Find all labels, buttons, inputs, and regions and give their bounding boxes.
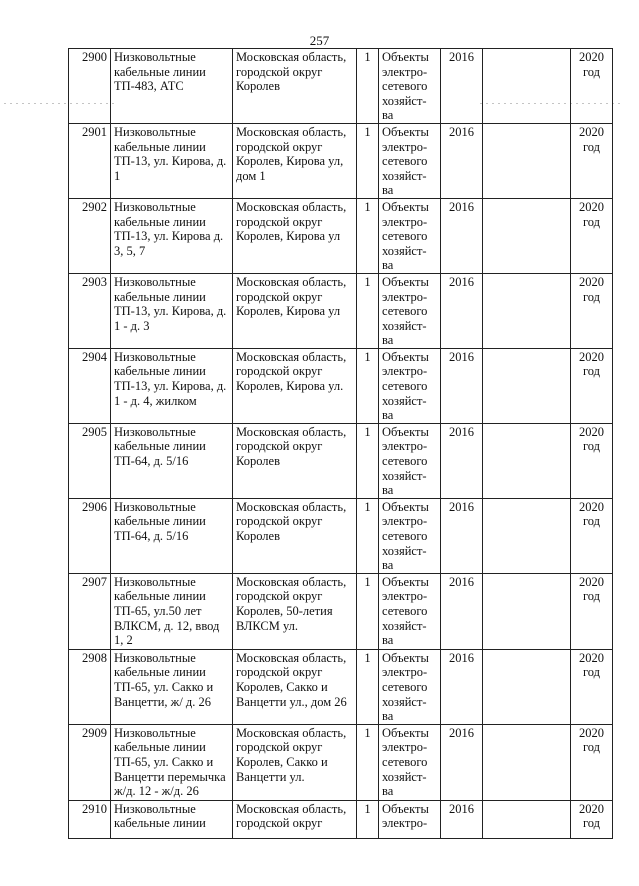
object-quantity: 1 — [357, 573, 379, 649]
object-year: 2016 — [441, 49, 483, 124]
row-number: 2901 — [69, 123, 111, 198]
table-row — [69, 123, 613, 198]
row-number: 2906 — [69, 498, 111, 573]
empty-cell — [483, 724, 571, 800]
table-row — [69, 273, 613, 348]
object-year: 2016 — [441, 423, 483, 498]
deadline — [571, 348, 613, 423]
deadline-text: 2020 год — [579, 424, 604, 454]
table-row — [69, 423, 613, 498]
deadline — [571, 724, 613, 800]
object-quantity: 1 — [357, 273, 379, 348]
table-row — [69, 800, 613, 838]
row-number: 2910 — [69, 800, 111, 838]
object-name: Низковольтные кабельные линии ТП-13, ул. Кирова д. 3, 5, 7 — [111, 198, 233, 273]
row-number: 2908 — [69, 649, 111, 724]
object-quantity: 1 — [357, 348, 379, 423]
deadline — [571, 573, 613, 649]
deadline-text: 2020 год — [579, 499, 604, 529]
row-number: 2905 — [69, 423, 111, 498]
object-name: Низковольтные кабельные линии ТП-65, ул. Сакко и Ванцетти, ж/ д. 26 — [111, 649, 233, 724]
object-address: Московская область, городской округ Королев, Кирова ул — [233, 198, 357, 273]
object-type: Объекты электро- — [379, 800, 441, 838]
deadline — [571, 273, 613, 348]
object-address: Московская область, городской округ Королев — [233, 49, 357, 124]
register-table — [68, 48, 613, 839]
empty-cell — [483, 123, 571, 198]
object-name: Низковольтные кабельные линии ТП-64, д. 5/16 — [111, 423, 233, 498]
object-address: Московская область, городской округ — [233, 800, 357, 838]
object-year: 2016 — [441, 573, 483, 649]
deadline-text: 2020 год — [579, 349, 604, 379]
object-quantity: 1 — [357, 800, 379, 838]
table-row — [69, 498, 613, 573]
page-number: 257 — [309, 33, 330, 48]
deadline-text: 2020 год — [579, 574, 604, 604]
object-year: 2016 — [441, 123, 483, 198]
deadline-text: 2020 год — [579, 801, 604, 831]
table-row — [69, 724, 613, 800]
object-quantity: 1 — [357, 724, 379, 800]
deadline — [571, 423, 613, 498]
deadline — [571, 198, 613, 273]
object-type: Объекты электро-сетевого хозяйст-ва — [379, 49, 441, 124]
object-year: 2016 — [441, 649, 483, 724]
table-row — [69, 573, 613, 649]
table-row — [69, 649, 613, 724]
row-number: 2902 — [69, 198, 111, 273]
table-row — [69, 49, 613, 124]
object-year: 2016 — [441, 498, 483, 573]
object-address: Московская область, городской округ Королев, Сакко и Ванцетти ул. — [233, 724, 357, 800]
object-type: Объекты электро-сетевого хозяйст-ва — [379, 348, 441, 423]
deadline-text: 2020 год — [579, 650, 604, 680]
row-number: 2907 — [69, 573, 111, 649]
object-type: Объекты электро-сетевого хозяйст-ва — [379, 123, 441, 198]
table-body — [69, 49, 613, 839]
object-address: Московская область, городской округ Королев — [233, 498, 357, 573]
object-type: Объекты электро-сетевого хозяйст-ва — [379, 198, 441, 273]
empty-cell — [483, 273, 571, 348]
deadline-text: 2020 год — [579, 199, 604, 229]
deadline-text: 2020 год — [579, 725, 604, 755]
object-quantity: 1 — [357, 49, 379, 124]
object-year: 2016 — [441, 800, 483, 838]
empty-cell — [483, 198, 571, 273]
object-quantity: 1 — [357, 198, 379, 273]
object-name: Низковольтные кабельные линии ТП-65, ул. Сакко и Ванцетти перемычка ж/д. 12 - ж/д. 26 — [111, 724, 233, 800]
object-name: Низковольтные кабельные линии — [111, 800, 233, 838]
object-address: Московская область, городской округ Королев, Кирова ул. — [233, 348, 357, 423]
object-year: 2016 — [441, 273, 483, 348]
object-address: Московская область, городской округ Королев, Сакко и Ванцетти ул., дом 26 — [233, 649, 357, 724]
deadline-text: 2020 год — [579, 274, 604, 304]
object-name: Низковольтные кабельные линии ТП-65, ул.50 лет ВЛКСМ, д. 12, ввод 1, 2 — [111, 573, 233, 649]
object-name: Низковольтные кабельные линии ТП-64, д. 5/16 — [111, 498, 233, 573]
object-address: Московская область, городской округ Королев, Кирова ул, дом 1 — [233, 123, 357, 198]
object-year: 2016 — [441, 198, 483, 273]
table-row — [69, 348, 613, 423]
object-quantity: 1 — [357, 498, 379, 573]
object-quantity: 1 — [357, 123, 379, 198]
row-number: 2909 — [69, 724, 111, 800]
object-type: Объекты электро-сетевого хозяйст-ва — [379, 498, 441, 573]
object-year: 2016 — [441, 348, 483, 423]
deadline — [571, 649, 613, 724]
object-year: 2016 — [441, 724, 483, 800]
deadline-text: 2020 год — [579, 50, 604, 79]
deadline — [571, 498, 613, 573]
empty-cell — [483, 348, 571, 423]
object-name: Низковольтные кабельные линии ТП-13, ул. Кирова, д. 1 - д. 4, жилком — [111, 348, 233, 423]
object-address: Московская область, городской округ Королев, 50-летия ВЛКСМ ул. — [233, 573, 357, 649]
empty-cell — [483, 423, 571, 498]
object-type: Объекты электро-сетевого хозяйст-ва — [379, 573, 441, 649]
object-name: Низковольтные кабельные линии ТП-13, ул. Кирова, д. 1 — [111, 123, 233, 198]
object-name: Низковольтные кабельные линии ТП-13, ул. Кирова, д. 1 - д. 3 — [111, 273, 233, 348]
object-type: Объекты электро-сетевого хозяйст-ва — [379, 273, 441, 348]
object-type: Объекты электро-сетевого хозяйст-ва — [379, 423, 441, 498]
object-type: Объекты электро-сетевого хозяйст-ва — [379, 724, 441, 800]
row-number: 2904 — [69, 348, 111, 423]
object-address: Московская область, городской округ Королев — [233, 423, 357, 498]
table-row — [69, 198, 613, 273]
row-number: 2900 — [69, 49, 111, 124]
object-quantity: 1 — [357, 423, 379, 498]
deadline-text: 2020 год — [579, 124, 604, 154]
empty-cell — [483, 800, 571, 838]
empty-cell — [483, 573, 571, 649]
object-name: Низковольтные кабельные линии ТП-483, АТС — [111, 49, 233, 124]
row-number: 2903 — [69, 273, 111, 348]
empty-cell — [483, 649, 571, 724]
deadline — [571, 123, 613, 198]
empty-cell — [483, 49, 571, 124]
empty-cell — [483, 498, 571, 573]
deadline — [571, 800, 613, 838]
object-quantity: 1 — [357, 649, 379, 724]
object-address: Московская область, городской округ Королев, Кирова ул — [233, 273, 357, 348]
object-type: Объекты электро-сетевого хозяйст-ва — [379, 649, 441, 724]
deadline — [571, 49, 613, 124]
